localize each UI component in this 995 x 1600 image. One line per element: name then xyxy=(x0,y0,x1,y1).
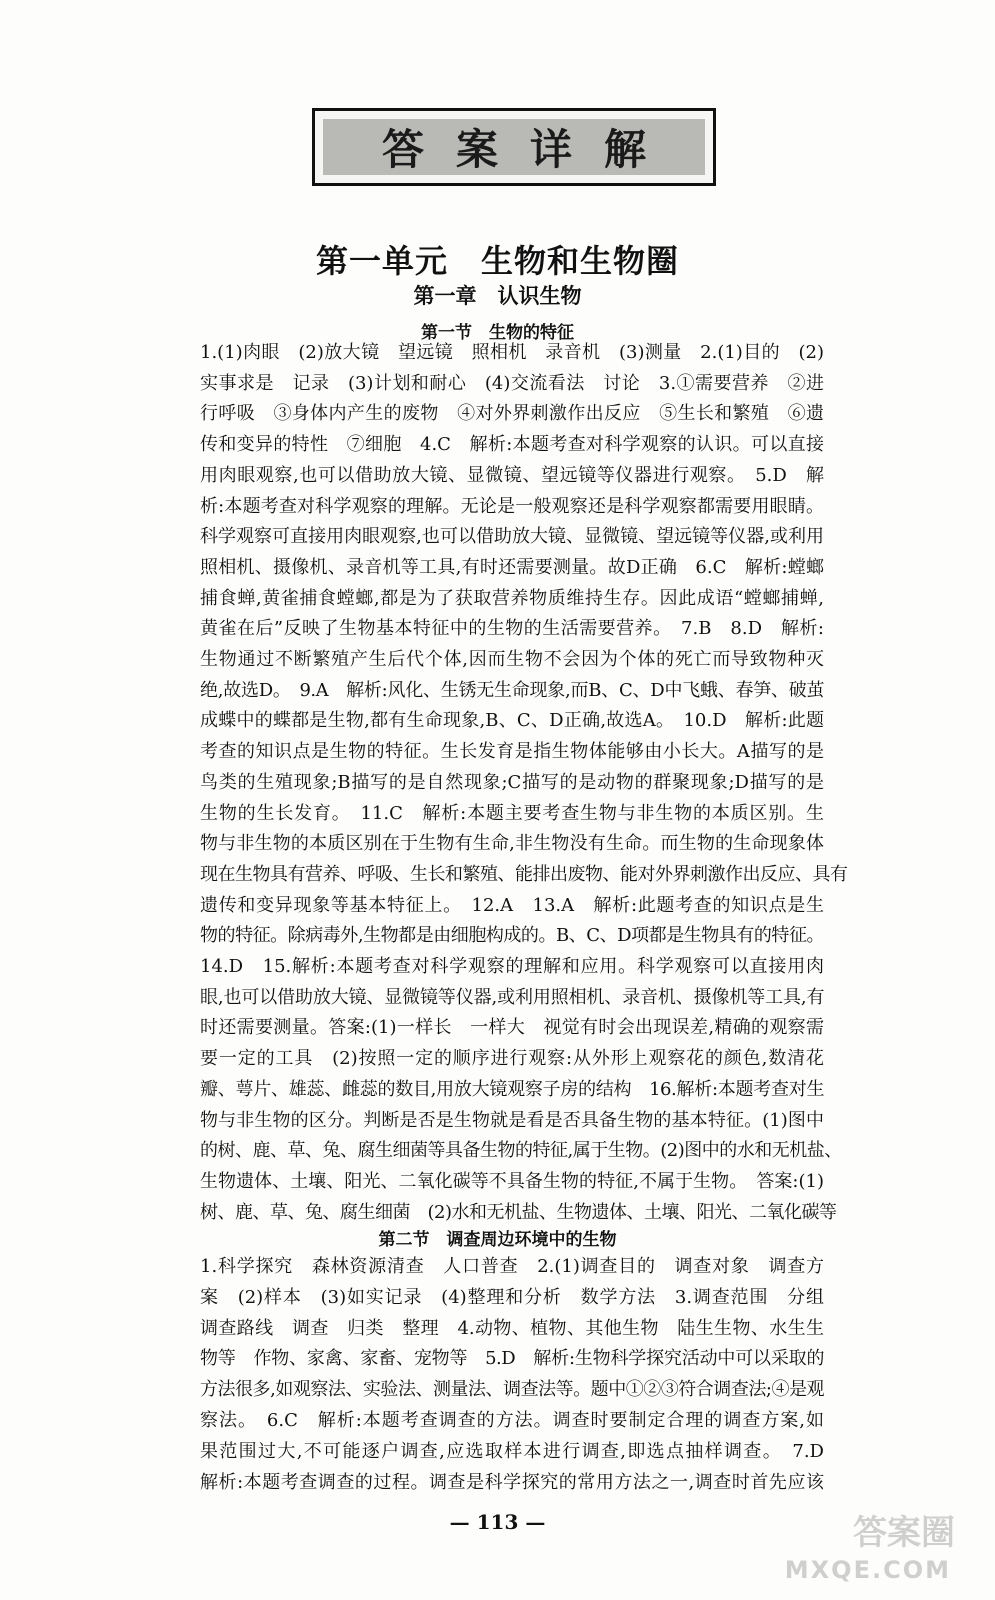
text-line: 物与非生物的区分。判断是否是生物就是看是否具备生物的基本特征。(1)图中 xyxy=(200,1109,824,1131)
text-line: 科学观察可直接用肉眼观察,也可以借助放大镜、显微镜、望远镜等仪器,或利用 xyxy=(200,526,824,548)
text-line: 调查路线 调查 归类 整理 4.动物、植物、其他生物 陆生生物、水生生 xyxy=(200,1317,824,1339)
page-number: — 113 — xyxy=(449,1510,546,1534)
text-line: 生物遗体、土壤、阳光、二氧化碳等不具备生物的特征,不属于生物。 答案:(1) xyxy=(200,1170,824,1192)
text-line: 瓣、萼片、雄蕊、雌蕊的数目,用放大镜观察子房的结构 16.解析:本题考查对生 xyxy=(200,1078,824,1100)
text-line: 时还需要测量。答案:(1)一样长 一样大 视觉有时会出现误差,精确的观察需 xyxy=(200,1017,824,1039)
text-line: 鸟类的生殖现象;B描写的是自然现象;C描写的是动物的群聚现象;D描写的是 xyxy=(200,771,824,793)
section-title-2: 第二节 调查周边环境中的生物 xyxy=(378,1230,617,1250)
text-line: 树、鹿、草、兔、腐生细菌 (2)水和无机盐、生物遗体、土壤、阳光、二氧化碳等 xyxy=(200,1201,837,1223)
text-line: 要一定的工具 (2)按照一定的顺序进行观察:从外形上观察花的颜色,数清花 xyxy=(200,1048,824,1070)
text-line: 物与非生物的本质区别在于生物有生命,非生物没有生命。而生物的生命现象体 xyxy=(200,833,824,855)
text-line: 1.科学探究 森林资源清查 人口普查 2.(1)调查目的 调查对象 调查方 xyxy=(200,1256,824,1277)
text-line: 方法很多,如观察法、实验法、测量法、调查法等。题中①②③符合调查法;④是观 xyxy=(200,1379,824,1401)
text-line: 的树、鹿、草、兔、腐生细菌等具备生物的特征,属于生物。(2)图中的水和无机盐、 xyxy=(200,1140,842,1162)
text-line: 现在生物具有营养、呼吸、生长和繁殖、能排出废物、能对外界刺激作出反应、具有 xyxy=(200,863,848,885)
section-title-1: 第一节 生物的特征 xyxy=(421,323,574,343)
watermark-logo: 答案圈 xyxy=(853,1513,955,1553)
text-line: 眼,也可以借助放大镜、显微镜等仪器,或利用照相机、录音机、摄像机等工具,有 xyxy=(200,986,824,1008)
text-line: 1.(1)肉眼 (2)放大镜 望远镜 照相机 录音机 (3)测量 2.(1)目的 (2) xyxy=(200,342,824,363)
unit-title: 第一单元 生物和生物圈 xyxy=(315,242,679,280)
page-title: 答案详解 xyxy=(381,125,678,174)
text-line: 成蝶中的蝶都是生物,都有生命现象,B、C、D正确,故选A。 10.D 解析:此题 xyxy=(200,710,824,732)
header-shaded-band xyxy=(323,119,705,175)
chapter-title: 第一章 认识生物 xyxy=(413,284,582,308)
text-line: 绝,故选D。 9.A 解析:风化、生锈无生命现象,而B、C、D中飞蛾、春笋、破茧 xyxy=(200,679,824,701)
text-line: 14.D 15.解析:本题考查对科学观察的理解和应用。科学观察可以直接用肉 xyxy=(200,956,824,977)
text-line: 实事求是 记录 (3)计划和耐心 (4)交流看法 讨论 3.①需要营养 ②进 xyxy=(200,372,824,394)
text-line: 解析:本题考查调查的过程。调查是科学探究的常用方法之一,调查时首先应该 xyxy=(200,1471,824,1493)
text-line: 果范围过大,不可能逐户调查,应选取样本进行调查,即选点抽样调查。 7.D xyxy=(200,1440,824,1462)
text-line: 黄雀在后”反映了生物基本特征中的生物的生活需要营养。 7.B 8.D 解析: xyxy=(200,618,824,640)
text-line: 行呼吸 ③身体内产生的废物 ④对外界刺激作出反应 ⑤生长和繁殖 ⑥遗 xyxy=(200,403,824,425)
text-line: 析:本题考查对科学观察的理解。无论是一般观察还是科学观察都需要用眼睛。 xyxy=(200,495,824,517)
text-line: 遗传和变异现象等基本特征上。 12.A 13.A 解析:此题考查的知识点是生 xyxy=(200,894,824,916)
text-line: 捕食蝉,黄雀捕食螳螂,都是为了获取营养物质维持生存。因此成语“螳螂捕蝉, xyxy=(200,587,824,609)
text-line: 生物的生长发育。 11.C 解析:本题主要考查生物与非生物的本质区别。生 xyxy=(200,802,824,824)
text-line: 用肉眼观察,也可以借助放大镜、显微镜、望远镜等仪器进行观察。 5.D 解 xyxy=(200,464,824,486)
text-line: 生物通过不断繁殖产生后代个体,因而生物不会因为个体的死亡而导致物种灭 xyxy=(200,649,824,670)
text-line: 考查的知识点是生物的特征。生长发育是指生物体能够由小长大。A描写的是 xyxy=(200,741,824,763)
text-line: 传和变异的特性 ⑦细胞 4.C 解析:本题考查对科学观察的认识。可以直接 xyxy=(200,434,824,456)
text-line: 物的特征。除病毒外,生物都是由细胞构成的。B、C、D项都是生物具有的特征。 xyxy=(200,925,824,947)
watermark-url: MXQE.COM xyxy=(784,1556,951,1584)
text-line: 察法。 6.C 解析:本题考查调查的方法。调查时要制定合理的调查方案,如 xyxy=(200,1410,824,1431)
text-line: 案 (2)样本 (3)如实记录 (4)整理和分析 数学方法 3.调查范围 分组 xyxy=(200,1286,824,1308)
answer-header-box xyxy=(312,108,716,186)
text-line: 照相机、摄像机、录音机等工具,有时还需要测量。故D正确 6.C 解析:螳螂 xyxy=(200,556,824,578)
text-line: 物等 作物、家禽、家畜、宠物等 5.D 解析:生物科学探究活动中可以采取的 xyxy=(200,1348,824,1370)
